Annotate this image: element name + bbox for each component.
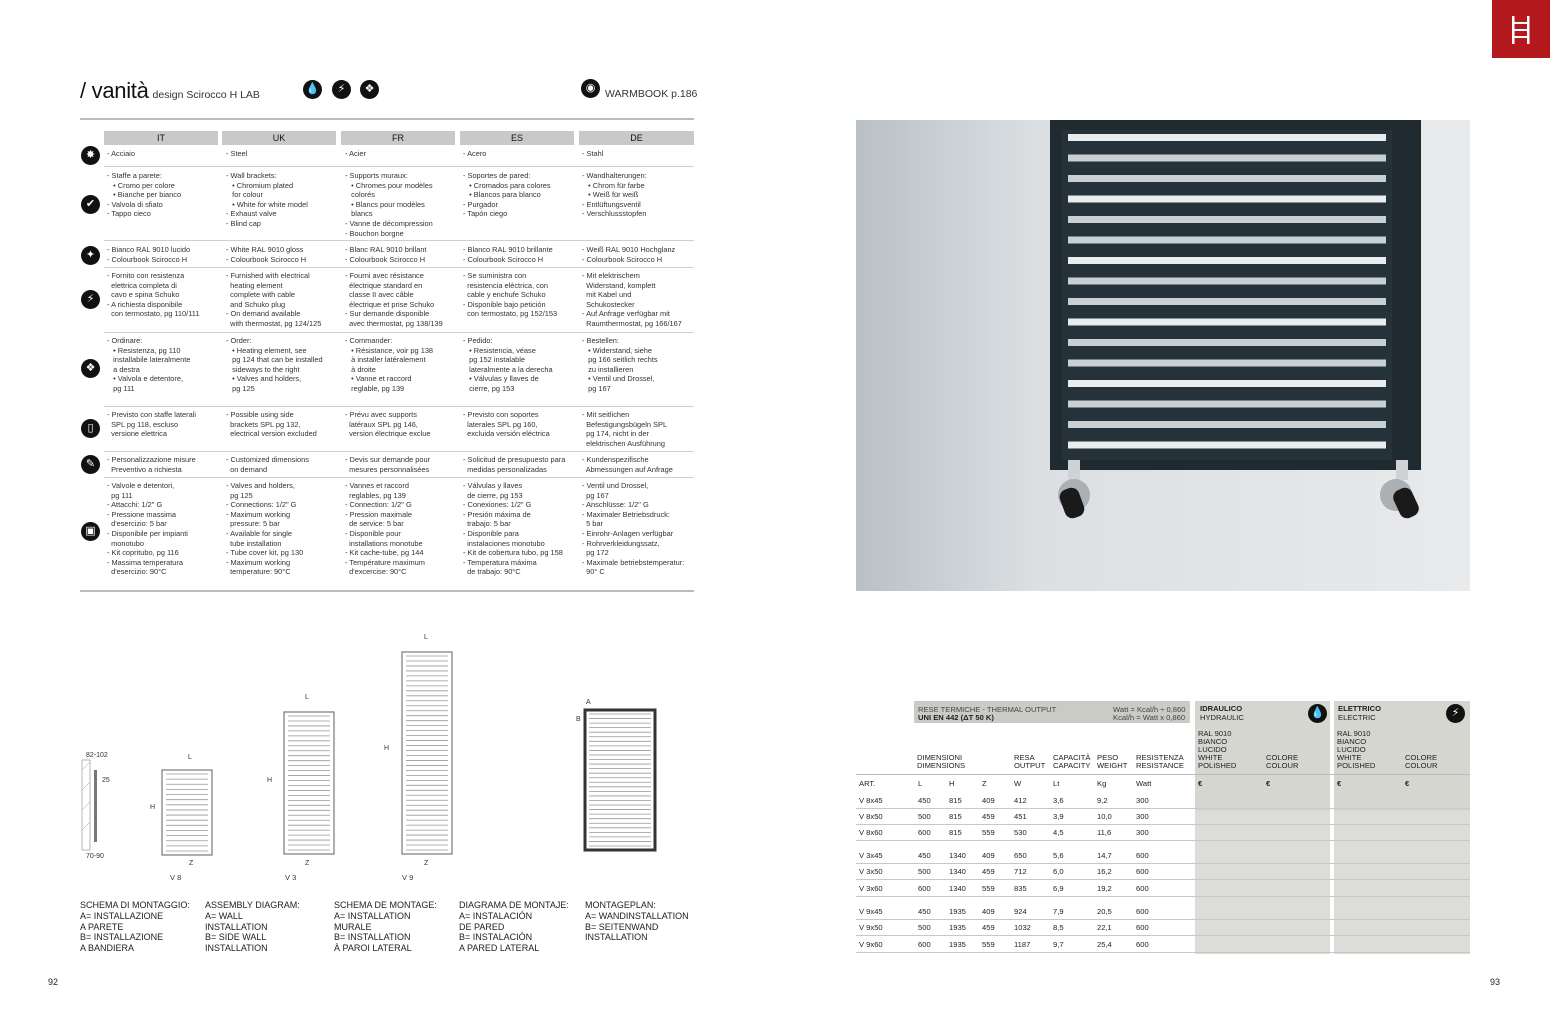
- spec-value: 815: [949, 812, 962, 821]
- cell-es-material: - Acero: [463, 149, 487, 158]
- article-code: V 8x50: [859, 812, 883, 821]
- spec-value: 600: [918, 940, 931, 949]
- spec-value: 7,9: [1053, 907, 1064, 916]
- spec-row-line: [856, 879, 1470, 880]
- cell-uk-notes: - Valves and holders, pg 125 - Connections: 1/2" G - Maximum working pressure: 5 bar - Available for single tube installation - Tube cover kit, pg 130 - Maximum working temperature: 90°C: [226, 481, 304, 577]
- spec-value: 9,7: [1053, 940, 1064, 949]
- cell-uk-custom: - Customized dimensions on demand: [226, 455, 309, 474]
- electric-plug-icon: ⚡: [332, 80, 351, 99]
- spec-value: 459: [982, 923, 995, 932]
- spec-value: 600: [1136, 923, 1149, 932]
- spec-value: 1340: [949, 867, 966, 876]
- unit-z: Z: [982, 779, 987, 788]
- technical-drawings: [80, 630, 700, 890]
- cell-it-included: - Staffe a parete: • Cromo per colore • Bianche per bianco - Valvola di sfiato - Tappo cieco: [107, 171, 182, 219]
- row-divider: [104, 332, 694, 333]
- cell-uk-side: - Possible using side brackets SPL pg 132, electrical version excluded: [226, 410, 317, 439]
- radiator-bar: [1068, 360, 1386, 367]
- cell-uk-colour: - White RAL 9010 gloss - Colourbook Scirocco H: [226, 245, 307, 264]
- cell-fr-custom: - Devis sur demande pour mesures personnalisées: [345, 455, 431, 474]
- cell-fr-mixed: - Commander: • Résistance, voir pg 138 à installer latéralement à droite • Vanne et raccord reglable, pg 139: [345, 336, 434, 393]
- unit-h: H: [949, 779, 955, 788]
- cell-it-notes: - Valvole e detentori, pg 111 - Attacchi: 1/2" G - Pressione massima d'esercizio: 5 bar - Disponibile per impianti monotubo - Kit copritubo, pg 116 - Massima temperatura d'esercizio: 90°C: [107, 481, 188, 577]
- spec-value: 459: [982, 812, 995, 821]
- radiator-bar: [1068, 380, 1386, 387]
- article-code: V 8x45: [859, 796, 883, 805]
- label-l-v3: L: [305, 694, 309, 701]
- spec-value: 500: [918, 923, 931, 932]
- spec-value: 25,4: [1097, 940, 1112, 949]
- thermal-title: RESE TERMICHE - THERMAL OUTPUT: [918, 705, 1057, 714]
- spec-value: 815: [949, 828, 962, 837]
- spec-value: 600: [1136, 867, 1149, 876]
- spec-row-line: [856, 824, 1470, 825]
- cell-de-included: - Wandhalterungen: • Chrom für farbe • Weiß für weiß - Entlüftungsventil - Verschlussstopfen: [582, 171, 647, 219]
- electric-subtitle: ELECTRIC: [1338, 713, 1376, 722]
- article-code: V 3x60: [859, 884, 883, 893]
- row-divider: [104, 451, 694, 452]
- spec-value: 9,2: [1097, 796, 1108, 805]
- spec-value: 20,5: [1097, 907, 1112, 916]
- spec-row-line: [856, 863, 1470, 864]
- radiator-bar: [1068, 237, 1386, 244]
- radiator-bar: [1068, 175, 1386, 182]
- electric-white-label: RAL 9010 BIANCO LUCIDO WHITE POLISHED: [1337, 729, 1376, 770]
- label-install-b: B: [576, 716, 581, 723]
- spec-value: 300: [1136, 812, 1149, 821]
- label-l-v9: L: [424, 634, 428, 641]
- cell-it-side: - Previsto con staffe laterali SPL pg 118, escluso versione elettrica: [107, 410, 197, 439]
- spec-value: 14,7: [1097, 851, 1112, 860]
- spec-value: 22,1: [1097, 923, 1112, 932]
- article-code: V 8x60: [859, 828, 883, 837]
- radiator-bar: [1068, 319, 1386, 326]
- water-drop-icon: 💧: [1308, 704, 1327, 723]
- palette-icon: ✦: [81, 246, 100, 265]
- spec-value: 530: [1014, 828, 1027, 837]
- hydraulic-subtitle: HYDRAULIC: [1200, 713, 1244, 722]
- label-z-v3: Z: [305, 860, 310, 867]
- schema-fr: SCHEMA DE MONTAGE: A= INSTALLATION MURALE B= INSTALLATION À PAROI LATERAL: [334, 900, 437, 954]
- spec-value: 300: [1136, 828, 1149, 837]
- designer-subtitle: design Scirocco H LAB: [152, 89, 260, 101]
- cell-fr-side: - Prévu avec supports latéraux SPL pg 146, version électrique exclue: [345, 410, 431, 439]
- warmbook-reference: WARMBOOK p.186: [605, 88, 698, 100]
- lang-header-de: DE: [579, 131, 694, 145]
- product-photo: [856, 120, 1470, 591]
- radiator-bar: [1068, 134, 1386, 141]
- spec-value: 600: [1136, 851, 1149, 860]
- spec-row-line: [856, 952, 1470, 953]
- spec-value: 500: [918, 812, 931, 821]
- page-number-left: 92: [48, 977, 59, 987]
- units-top-line: [856, 774, 1470, 775]
- spec-value: 600: [1136, 940, 1149, 949]
- hydraulic-title: IDRAULICO: [1200, 704, 1243, 713]
- electric-plug-icon: ⚡: [1446, 704, 1465, 723]
- spec-value: 412: [1014, 796, 1027, 805]
- label-h-v3: H: [267, 777, 273, 784]
- cell-de-electric: - Mit elektrischem Widerstand, komplett mit Kabel und Schukostecker - Auf Anfrage verfügbar mit Raumthermostat, pg 166/167: [582, 271, 682, 328]
- cell-es-colour: - Blanco RAL 9010 brillante - Colourbook Scirocco H: [463, 245, 553, 264]
- spec-value: 10,0: [1097, 812, 1112, 821]
- spec-value: 6,0: [1053, 867, 1064, 876]
- cell-fr-included: - Supports muraux: • Chromes pour modèles colorés • Blancs pour modèles blancs - Vanne de décompression - Bouchon borgne: [345, 171, 433, 238]
- spec-value: 1935: [949, 907, 966, 916]
- dim-side-mid: 25: [102, 777, 110, 784]
- spec-value: 16,2: [1097, 867, 1112, 876]
- article-code: V 9x50: [859, 923, 883, 932]
- row-divider: [104, 267, 694, 268]
- steel-icon: ✸: [81, 146, 100, 165]
- cell-de-side: - Mit seitlichen Befestigungsbügeln SPL pg 174, nicht in der elektrischen Ausführung: [582, 410, 668, 448]
- row-divider: [104, 240, 694, 241]
- model-label-v8: V 8: [170, 873, 182, 882]
- hydraulic-colour-label: COLORE COLOUR: [1266, 753, 1299, 770]
- cell-es-custom: - Solicitud de presupuesto para medidas personalizadas: [463, 455, 566, 474]
- spec-value: 6,9: [1053, 884, 1064, 893]
- unit-kg: Kg: [1097, 779, 1107, 788]
- spec-value: 11,6: [1097, 828, 1112, 837]
- spec-value: 409: [982, 796, 995, 805]
- spec-value: 600: [1136, 884, 1149, 893]
- cell-fr-electric: - Fourni avec résistance électrique standard en classe II avec câble électrique et prise Schuko - Sur demande disponible avec thermostat, pg 138/139: [345, 271, 443, 328]
- cell-it-material: - Acciaio: [107, 149, 135, 158]
- spec-value: 4,5: [1053, 828, 1064, 837]
- article-code: V 3x45: [859, 851, 883, 860]
- table-bottom-divider: [80, 590, 694, 592]
- unit-w: W: [1014, 779, 1022, 788]
- row-divider: [104, 406, 694, 407]
- header-divider: [80, 118, 694, 120]
- schema-de: MONTAGEPLAN: A= WANDINSTALLATION B= SEITENWAND INSTALLATION: [585, 900, 689, 943]
- cell-uk-mixed: - Order: • Heating element, see pg 124 that can be installed sideways to the right • Valves and holders, pg 125: [226, 336, 323, 393]
- spec-value: 3,9: [1053, 812, 1064, 821]
- article-code: V 9x60: [859, 940, 883, 949]
- thermal-norm: UNI EN 442 (ΔT 50 K): [918, 713, 994, 722]
- spec-value: 19,2: [1097, 884, 1112, 893]
- spec-value: 600: [1136, 907, 1149, 916]
- row-divider: [104, 166, 694, 167]
- cell-fr-colour: - Blanc RAL 9010 brillant - Colourbook Scirocco H: [345, 245, 427, 264]
- hydraulic-price-area: [1195, 811, 1330, 954]
- unit-watt: Watt: [1136, 779, 1152, 788]
- electric-plug-icon: ⚡: [81, 290, 100, 309]
- hydraulic-white-label: RAL 9010 BIANCO LUCIDO WHITE POLISHED: [1198, 729, 1237, 770]
- spec-value: 559: [982, 828, 995, 837]
- radiator-bar: [1068, 257, 1386, 264]
- cell-de-mixed: - Bestellen: • Widerstand, siehe pg 166 seitlich rechts zu installieren • Ventil und Drossel, pg 167: [582, 336, 658, 393]
- unit-l: L: [918, 779, 923, 788]
- schema-uk: ASSEMBLY DIAGRAM: A= WALL INSTALLATION B= SIDE WALL INSTALLATION: [205, 900, 300, 954]
- spec-value: 300: [1136, 796, 1149, 805]
- cell-uk-included: - Wall brackets: • Chromium plated for colour • White for white model - Exhaust valve - Blind cap: [226, 171, 308, 228]
- unit-lt: Lt: [1053, 779, 1060, 788]
- radiator-bar: [1068, 339, 1386, 346]
- electric-colour-label: COLORE COLOUR: [1405, 753, 1438, 770]
- spec-value: 409: [982, 907, 995, 916]
- spec-value: 815: [949, 796, 962, 805]
- spec-value: 600: [918, 884, 931, 893]
- mixed-icon: ❖: [81, 359, 100, 378]
- radiator-bar: [1068, 401, 1386, 408]
- cell-it-electric: - Fornito con resistenza elettrica completa di cavo e spina Schuko - A richiesta disponibile con termostato, pg 110/111: [107, 271, 200, 319]
- output-header: RESA OUTPUT: [1014, 753, 1046, 770]
- spec-value: 450: [918, 907, 931, 916]
- conversion-1: Watt = Kcal/h ÷ 0,860: [1113, 705, 1186, 714]
- radiator-bar: [1068, 298, 1386, 305]
- spec-value: 3,6: [1053, 796, 1064, 805]
- spec-value: 450: [918, 796, 931, 805]
- spec-value: 500: [918, 867, 931, 876]
- resistance-header: RESISTENZA RESISTANCE: [1136, 753, 1184, 770]
- cell-es-electric: - Se suministra con resistencia eléctrica, con cable y enchufe Schuko - Disponible bajo petición con termostato, pg 152/153: [463, 271, 558, 319]
- page-title: / vanità design Scirocco H LAB: [80, 78, 260, 103]
- water-drop-icon: 💧: [303, 80, 322, 99]
- radiator-bar: [1068, 155, 1386, 162]
- radiator-icon: [1492, 0, 1550, 58]
- spec-row-line: [856, 935, 1470, 936]
- label-z-v8: Z: [189, 860, 194, 867]
- cell-uk-electric: - Furnished with electrical heating element complete with cable and Schuko plug - On demand available with thermostat, pg 124/125: [226, 271, 322, 328]
- lang-header-it: IT: [104, 131, 218, 145]
- label-h-v8: H: [150, 804, 156, 811]
- cell-es-side: - Previsto con soportes laterales SPL pg 160, excluida versión eléctrica: [463, 410, 550, 439]
- spec-value: 559: [982, 940, 995, 949]
- radiator-bar: [1068, 442, 1386, 449]
- spec-value: 459: [982, 867, 995, 876]
- label-h-v9: H: [384, 745, 390, 752]
- spec-value: 1340: [949, 851, 966, 860]
- spec-value: 451: [1014, 812, 1027, 821]
- cell-it-mixed: - Ordinare: • Resistenza, pg 110 installabile lateralmente a destra • Valvola e detentore, pg 111: [107, 336, 191, 393]
- spec-value: 835: [1014, 884, 1027, 893]
- cell-it-custom: - Personalizzazione misure Preventivo a richiesta: [107, 455, 196, 474]
- label-install-a: A: [586, 699, 591, 706]
- label-l-v8: L: [188, 754, 192, 761]
- camera-icon: ◉: [581, 79, 600, 98]
- catalog-tab-corner: [1492, 0, 1550, 58]
- schema-it: SCHEMA DI MONTAGGIO: A= INSTALLAZIONE A PARETE B= INSTALLAZIONE A BANDIERA: [80, 900, 190, 954]
- cell-de-custom: - Kundenspezifische Abmessungen auf Anfrage: [582, 455, 673, 474]
- spec-value: 5,6: [1053, 851, 1064, 860]
- ruler-icon: ✎: [81, 455, 100, 474]
- label-z-v9: Z: [424, 860, 429, 867]
- check-icon: ✔: [81, 195, 100, 214]
- lang-header-fr: FR: [341, 131, 455, 145]
- cell-de-material: - Stahl: [582, 149, 604, 158]
- cell-uk-material: - Steel: [226, 149, 248, 158]
- book-icon: ▣: [81, 522, 100, 541]
- spec-value: 1032: [1014, 923, 1031, 932]
- electric-currency-1: €: [1337, 779, 1342, 788]
- spec-value: 924: [1014, 907, 1027, 916]
- radiator-bar: [1068, 278, 1386, 285]
- mixed-icon: ❖: [360, 80, 379, 99]
- lang-header-uk: UK: [222, 131, 336, 145]
- radiator-bar: [1068, 421, 1386, 428]
- spec-row-line: [856, 808, 1470, 809]
- page-number-right: 93: [1490, 977, 1501, 987]
- cell-de-notes: - Ventil und Drossel, pg 167 - Anschlüsse: 1/2" G - Maximaler Betriebsdruck: 5 bar - Einrohr-Anlagen verfügbar - Rohrverkleidungssatz, pg 172 - Maximale betriebstemperatur: 90° C: [582, 481, 685, 577]
- unit-art: ART.: [859, 779, 876, 788]
- hydraulic-currency-1: €: [1198, 779, 1203, 788]
- side-bracket-icon: ▯: [81, 419, 100, 438]
- spec-value: 1340: [949, 884, 966, 893]
- weight-header: PESO WEIGHT: [1097, 753, 1128, 770]
- dim-side-top: 82-102: [86, 752, 108, 759]
- article-code: V 3x50: [859, 867, 883, 876]
- conversion-2: Kcal/h = Watt x 0,860: [1113, 713, 1186, 722]
- radiator-bar: [1068, 196, 1386, 203]
- dim-side-bottom: 70-90: [86, 853, 104, 860]
- spec-value: 712: [1014, 867, 1027, 876]
- spec-value: 8,5: [1053, 923, 1064, 932]
- schema-es: DIAGRAMA DE MONTAJE: A= INSTALACIÓN DE PARED B= INSTALACIÓN A PARED LATERAL: [459, 900, 569, 954]
- electric-currency-2: €: [1405, 779, 1410, 788]
- row-divider: [104, 477, 694, 478]
- lang-header-es: ES: [460, 131, 574, 145]
- dimensions-header: DIMENSIONI DIMENSIONS: [917, 753, 966, 770]
- radiator-bar: [1068, 216, 1386, 223]
- cell-fr-notes: - Vannes et raccord reglables, pg 139 - Connection: 1/2" G - Pression maximale de service: 5 bar - Disponible pour installations monotube - Kit cache-tube, pg 144 - Température maximum d'excercise: 90°C: [345, 481, 425, 577]
- article-code: V 9x45: [859, 907, 883, 916]
- hydraulic-currency-2: €: [1266, 779, 1271, 788]
- spec-row-line: [856, 896, 1470, 897]
- cell-it-colour: - Bianco RAL 9010 lucido - Colourbook Scirocco H: [107, 245, 191, 264]
- capacity-header: CAPACITÀ CAPACITY: [1053, 753, 1091, 770]
- spec-value: 1935: [949, 940, 966, 949]
- spec-value: 409: [982, 851, 995, 860]
- cell-es-mixed: - Pedido: • Resistencia, véase pg 152 instalable lateralmente a la derecha • Válvulas y llaves de cierre, pg 153: [463, 336, 553, 393]
- cell-de-colour: - Weiß RAL 9010 Hochglanz - Colourbook Scirocco H: [582, 245, 676, 264]
- spec-value: 650: [1014, 851, 1027, 860]
- spec-row-line: [856, 919, 1470, 920]
- spec-value: 559: [982, 884, 995, 893]
- spec-value: 600: [918, 828, 931, 837]
- spec-value: 1935: [949, 923, 966, 932]
- cell-es-notes: - Válvulas y llaves de cierre, pg 153 - Conexiones: 1/2" G - Presión máxima de trabajo: 5 bar - Disponible para instalaciones monotubo - Kit de cobertura tubo, pg 158 - Temperatura máxima de trabajo: 90°C: [463, 481, 563, 577]
- spec-value: 1187: [1014, 940, 1031, 949]
- cell-es-included: - Soportes de pared: • Cromados para colores • Blancos para blanco - Purgador - Tapón ciego: [463, 171, 551, 219]
- spec-row-line: [856, 840, 1470, 841]
- model-label-v9: V 9: [402, 873, 414, 882]
- cell-fr-material: - Acier: [345, 149, 366, 158]
- electric-title: ELETTRICO: [1338, 704, 1382, 713]
- model-label-v3: V 3: [285, 873, 297, 882]
- electric-price-area: [1334, 811, 1470, 954]
- spec-value: 450: [918, 851, 931, 860]
